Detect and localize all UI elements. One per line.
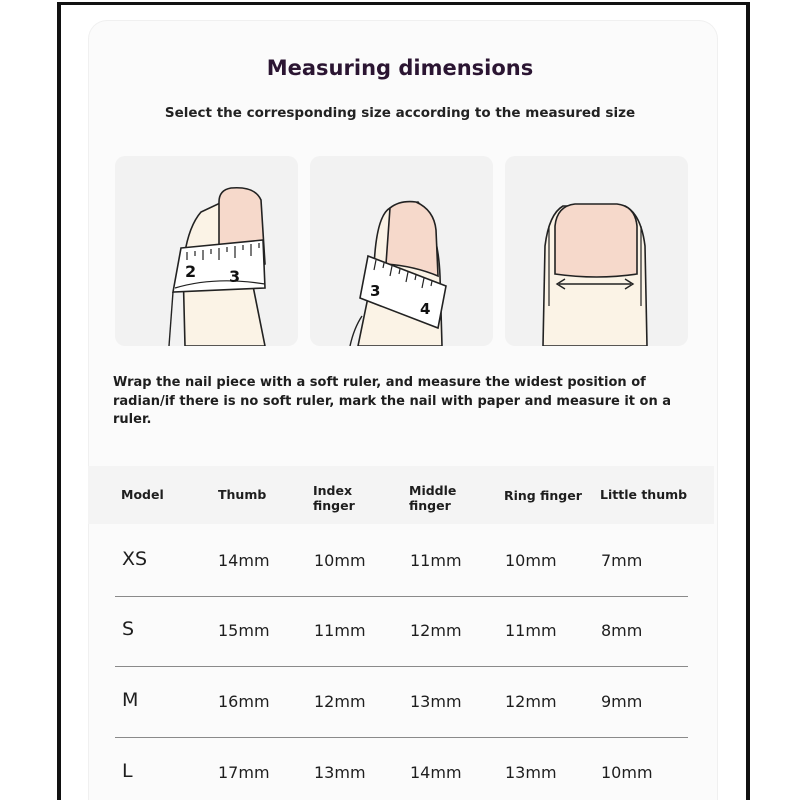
row-divider — [115, 737, 688, 738]
header-middle — [409, 483, 456, 513]
ruler-number: 4 — [420, 300, 431, 318]
illustration-angled-ruler — [310, 156, 493, 346]
header-index — [313, 483, 355, 513]
page-title: Measuring dimensions — [266, 56, 534, 80]
cell-middle: 13mm — [410, 692, 462, 711]
cell-ring: 11mm — [505, 621, 557, 640]
header-little: Little thumb — [600, 487, 688, 502]
header-middle-line1: Middle — [409, 483, 457, 498]
cell-thumb: 15mm — [218, 621, 270, 640]
cell-index: 12mm — [314, 692, 366, 711]
header-ring: Ring finger — [504, 488, 582, 503]
instructions-text: Wrap the nail piece with a soft ruler, and measure the widest position of radian/if there is no soft ruler, mark the nail with paper and measure it on a ruler. — [113, 375, 671, 427]
table-row — [115, 668, 688, 738]
ruler-number: 3 — [229, 267, 241, 286]
nail-width-arrow-icon — [505, 156, 688, 346]
page-subtitle: Select the corresponding size according to the measured size — [164, 105, 636, 121]
cell-thumb: 17mm — [218, 763, 270, 782]
cell-ring: 10mm — [505, 551, 557, 570]
header-index-line1: Index — [313, 483, 353, 498]
row-divider — [115, 666, 688, 667]
header-index-line2: finger — [313, 498, 355, 513]
cell-thumb: 16mm — [218, 692, 270, 711]
table-row — [115, 739, 688, 800]
illustration-nail-width — [505, 156, 688, 346]
table-row — [115, 527, 688, 597]
cell-index: 13mm — [314, 763, 366, 782]
ruler-number: 2 — [185, 262, 197, 281]
cell-little: 8mm — [601, 621, 643, 640]
cell-ring: 13mm — [505, 763, 557, 782]
cell-model: L — [122, 760, 133, 782]
cell-little: 7mm — [601, 551, 643, 570]
illustration-soft-ruler — [115, 156, 298, 346]
cell-middle: 12mm — [410, 621, 462, 640]
cell-ring: 12mm — [505, 692, 557, 711]
cell-thumb: 14mm — [218, 551, 270, 570]
table-row — [115, 597, 688, 667]
cell-index: 11mm — [314, 621, 366, 640]
cell-middle: 14mm — [410, 763, 462, 782]
header-thumb: Thumb — [218, 487, 267, 502]
cell-model: XS — [122, 548, 148, 570]
cell-model: M — [122, 689, 139, 711]
finger-soft-ruler-icon — [115, 156, 298, 346]
header-model: Model — [121, 487, 164, 502]
header-middle-line2: finger — [409, 498, 451, 513]
cell-little: 10mm — [601, 763, 653, 782]
finger-angled-ruler-icon — [310, 156, 493, 346]
cell-index: 10mm — [314, 551, 366, 570]
cell-little: 9mm — [601, 692, 643, 711]
ruler-number: 3 — [370, 282, 381, 300]
cell-model: S — [122, 618, 135, 640]
cell-middle: 11mm — [410, 551, 462, 570]
